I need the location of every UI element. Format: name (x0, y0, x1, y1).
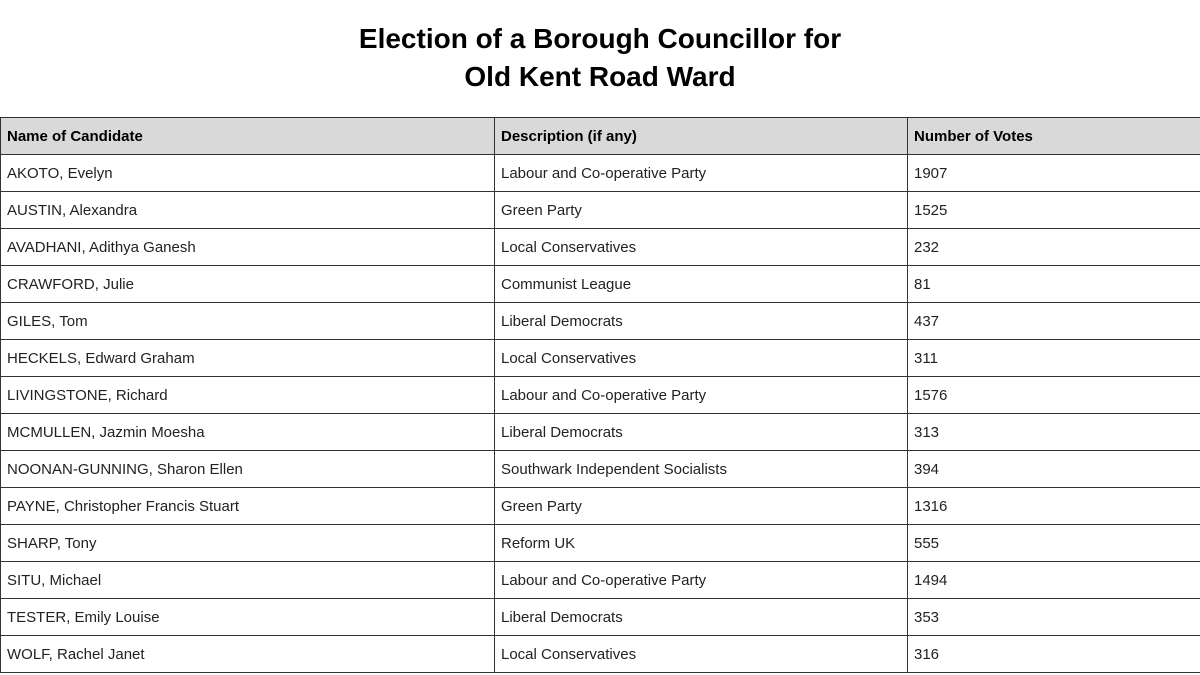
candidate-votes: 1316 (908, 488, 1200, 525)
header-name-of-candidate: Name of Candidate (1, 118, 495, 155)
candidate-votes: 311 (908, 340, 1200, 377)
candidate-votes: 1494 (908, 562, 1200, 599)
table-header-row (1, 118, 1200, 155)
candidate-description: Labour and Co-operative Party (495, 562, 908, 599)
candidate-name: PAYNE, Christopher Francis Stuart (1, 488, 495, 525)
candidate-description: Liberal Democrats (495, 599, 908, 636)
candidate-description: Green Party (495, 192, 908, 229)
candidate-description: Local Conservatives (495, 229, 908, 266)
candidate-votes: 1525 (908, 192, 1200, 229)
candidate-description: Liberal Democrats (495, 414, 908, 451)
candidate-name: HECKELS, Edward Graham (1, 340, 495, 377)
candidate-votes: 437 (908, 303, 1200, 340)
candidate-votes: 232 (908, 229, 1200, 266)
table-row (1, 636, 1200, 673)
candidate-votes: 316 (908, 636, 1200, 673)
candidate-description: Labour and Co-operative Party (495, 155, 908, 192)
candidate-name: GILES, Tom (1, 303, 495, 340)
candidate-name: MCMULLEN, Jazmin Moesha (1, 414, 495, 451)
table-row (1, 414, 1200, 451)
table-row (1, 562, 1200, 599)
candidate-description: Green Party (495, 488, 908, 525)
candidate-description: Local Conservatives (495, 636, 908, 673)
table-row (1, 377, 1200, 414)
header-number-of-votes: Number of Votes (908, 118, 1200, 155)
table-row (1, 266, 1200, 303)
candidate-name: WOLF, Rachel Janet (1, 636, 495, 673)
table-row (1, 303, 1200, 340)
table-row (1, 155, 1200, 192)
title-line-1: Election of a Borough Councillor for (358, 23, 842, 54)
table-row (1, 229, 1200, 266)
candidate-name: AUSTIN, Alexandra (1, 192, 495, 229)
table-row (1, 525, 1200, 562)
table-row (1, 488, 1200, 525)
candidate-description: Southwark Independent Socialists (495, 451, 908, 488)
candidate-description: Communist League (495, 266, 908, 303)
candidate-name: NOONAN-GUNNING, Sharon Ellen (1, 451, 495, 488)
table-row (1, 192, 1200, 229)
candidate-name: LIVINGSTONE, Richard (1, 377, 495, 414)
header-description: Description (if any) (495, 118, 908, 155)
candidate-votes: 313 (908, 414, 1200, 451)
table-row (1, 599, 1200, 636)
candidate-description: Local Conservatives (495, 340, 908, 377)
table-row (1, 340, 1200, 377)
document-title (0, 20, 1200, 96)
candidate-votes: 1907 (908, 155, 1200, 192)
candidate-description: Reform UK (495, 525, 908, 562)
candidate-description: Labour and Co-operative Party (495, 377, 908, 414)
candidate-votes: 555 (908, 525, 1200, 562)
candidate-votes: 394 (908, 451, 1200, 488)
table-row (1, 451, 1200, 488)
candidate-votes: 353 (908, 599, 1200, 636)
candidate-votes: 81 (908, 266, 1200, 303)
candidate-name: TESTER, Emily Louise (1, 599, 495, 636)
title-line-2: Old Kent Road Ward (464, 61, 736, 92)
candidate-votes: 1576 (908, 377, 1200, 414)
results-table (0, 117, 1200, 673)
candidate-description: Liberal Democrats (495, 303, 908, 340)
candidate-name: SITU, Michael (1, 562, 495, 599)
candidate-name: CRAWFORD, Julie (1, 266, 495, 303)
candidate-name: AKOTO, Evelyn (1, 155, 495, 192)
candidate-name: SHARP, Tony (1, 525, 495, 562)
candidate-name: AVADHANI, Adithya Ganesh (1, 229, 495, 266)
